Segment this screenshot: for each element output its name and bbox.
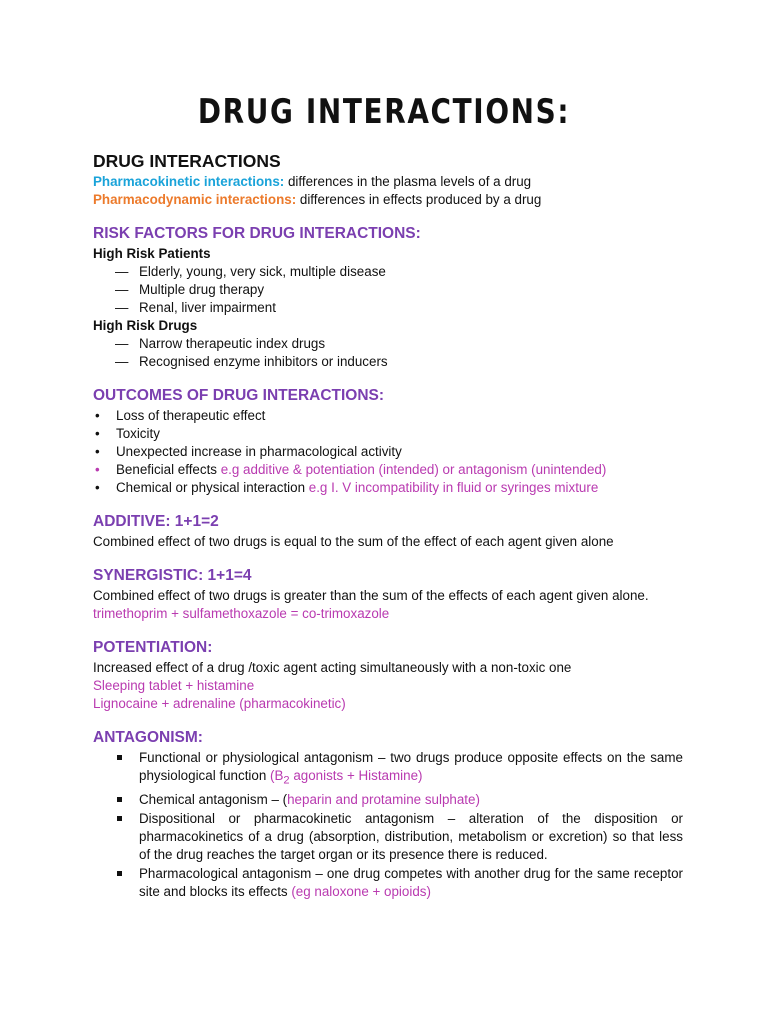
outcomes-heading: OUTCOMES OF DRUG INTERACTIONS: [93,387,385,404]
intro-section [93,152,683,209]
list-item: • Unexpected increase in pharmacological activity [93,443,683,461]
list-item [93,749,683,790]
pd-text: differences in effects produced by a drug [296,192,542,207]
antagonism-heading: ANTAGONISM: [93,729,203,746]
outcomes-list [93,407,683,497]
synergistic-section [93,567,683,623]
pk-text: differences in the plasma levels of a drug [284,174,532,189]
pk-label: Pharmacokinetic interactions: [93,174,285,189]
pd-label: Pharmacodynamic interactions: [93,192,297,207]
list-item [93,479,683,497]
potentiation-section [93,639,683,713]
page-title: DRUG INTERACTIONS: [197,92,571,132]
pk-line [93,173,683,191]
risk-heading: RISK FACTORS FOR DRUG INTERACTIONS: [93,225,421,242]
functional-antagonism-text: Functional or physiological antagonism – two drugs produce opposite effects on the same physiological function [139,750,683,783]
chemical-antagonism-text: Chemical antagonism – ( [139,791,288,807]
list-item: • Toxicity [93,425,683,443]
high-risk-drugs-list [93,335,683,371]
synergistic-text: Combined effect of two drugs is greater than the sum of the effects of each agent given alone. [93,588,649,603]
high-risk-patients-label: High Risk Patients [93,246,211,261]
potentiation-example-2: Lignocaine + adrenaline (pharmacokinetic) [93,696,346,711]
potentiation-heading: POTENTIATION: [93,639,213,656]
beneficial-text: Beneficial effects [116,462,221,477]
list-item: — Multiple drug therapy [93,281,683,299]
intro-heading: DRUG INTERACTIONS [93,151,281,171]
synergistic-example: trimethoprim + sulfamethoxazole = co-trimoxazole [93,606,390,621]
synergistic-heading: SYNERGISTIC: 1+1=4 [93,567,252,584]
list-item: — Renal, liver impairment [93,299,683,317]
chemical-text: Chemical or physical interaction [116,480,309,495]
functional-antagonism-note [270,768,423,787]
note-suffix: agonists + Histamine) [289,768,423,783]
outcomes-section [93,387,683,497]
antagonism-section [93,729,683,901]
chemical-antagonism-note: heparin and protamine sulphate) [287,791,480,807]
beneficial-note: e.g additive & potentiation (intended) or antagonism (unintended) [220,462,607,477]
pharmacological-antagonism-text: Pharmacological antagonism – one drug competes with another drug for the same receptor site and blocks its effects [139,865,683,899]
list-item: • Loss of therapeutic effect [93,407,683,425]
note-prefix: (B [270,768,284,783]
additive-heading: ADDITIVE: 1+1=2 [93,513,219,530]
list-item: — Elderly, young, very sick, multiple disease [93,263,683,281]
list-item [93,791,683,809]
pharmacological-antagonism-note: (eg naloxone + opioids) [291,883,431,899]
document-body [93,152,683,902]
potentiation-example-1: Sleeping tablet + histamine [93,678,255,693]
pd-line [93,191,683,209]
high-risk-patients-list [93,263,683,317]
list-item: — Recognised enzyme inhibitors or inducers [93,353,683,371]
additive-section [93,513,683,551]
list-item: — Narrow therapeutic index drugs [93,335,683,353]
antagonism-list [93,749,683,901]
list-item [93,865,683,901]
chemical-note: e.g I. V incompatibility in fluid or syringes mixture [308,480,599,495]
list-item: Dispositional or pharmacokinetic antagonism – alteration of the disposition or pharmacokinetics of a drug (absorption, distribution, metabolism or excretion) so that less of the drug reaches the target organ or its presence there is reduced. [93,810,683,864]
risk-section [93,225,683,371]
subscript: 2 [283,774,290,787]
additive-text: Combined effect of two drugs is equal to the sum of the effect of each agent given alone [93,534,614,549]
high-risk-drugs-label: High Risk Drugs [93,318,198,333]
list-item [93,461,683,479]
potentiation-text: Increased effect of a drug /toxic agent acting simultaneously with a non-toxic one [93,660,572,675]
